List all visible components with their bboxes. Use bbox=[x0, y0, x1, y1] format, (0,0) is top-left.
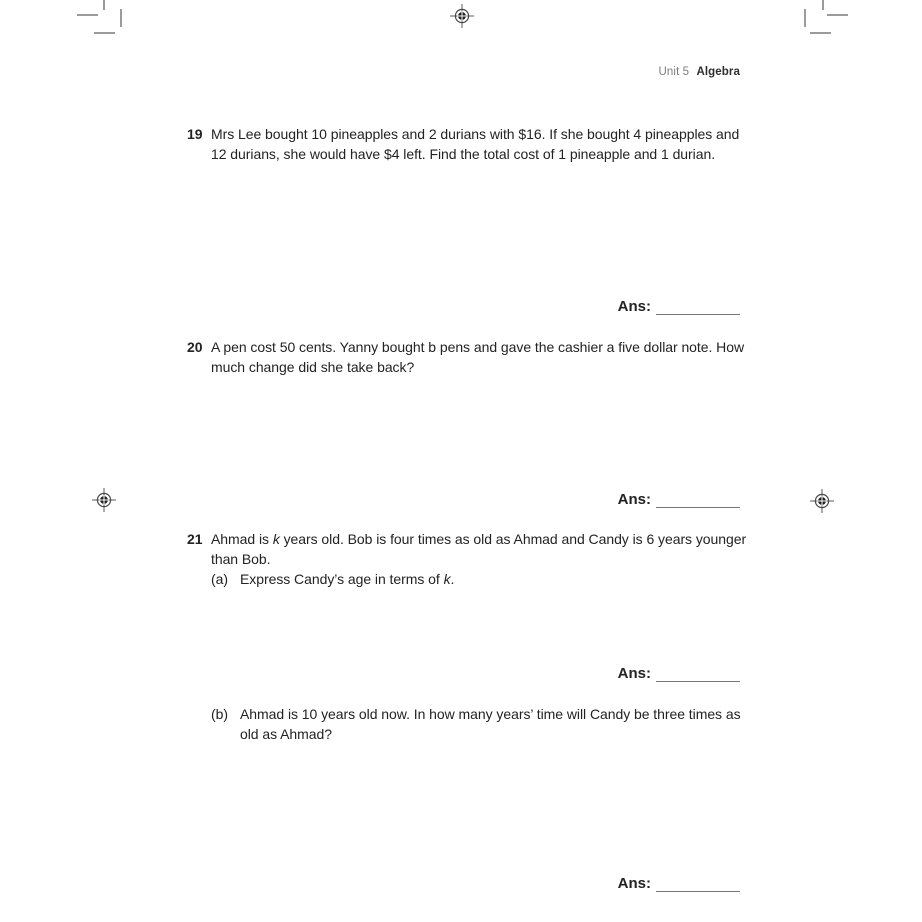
answer-label: Ans: bbox=[617, 875, 651, 892]
answer-label: Ans: bbox=[617, 491, 651, 508]
answer-line-q20 bbox=[618, 491, 740, 508]
answer-label: Ans: bbox=[617, 665, 651, 682]
question-20 bbox=[187, 337, 751, 377]
question-21-intro-post: years old. Bob is four times as old as Ahmad and Candy is 6 years younger than Bob. bbox=[211, 531, 747, 567]
crop-mark bbox=[827, 14, 848, 16]
answer-blank-rule bbox=[656, 299, 740, 315]
part-a-text-post: . bbox=[450, 571, 455, 587]
variable-k: k bbox=[272, 531, 280, 547]
question-21-intro bbox=[211, 529, 751, 569]
question-21-part-b bbox=[211, 704, 745, 744]
crop-mark bbox=[103, 0, 105, 10]
answer-line-q21a bbox=[618, 665, 740, 682]
part-a-text bbox=[240, 569, 751, 589]
crop-mark bbox=[822, 0, 824, 10]
question-20-number: 20 bbox=[187, 339, 203, 355]
page-header bbox=[659, 66, 740, 78]
question-20-text: A pen cost 50 cents. Yanny bought b pens and gave the cashier a five dollar note. How much change did she take back? bbox=[211, 339, 745, 375]
answer-line-q19 bbox=[618, 298, 740, 315]
question-21-number: 21 bbox=[187, 531, 203, 547]
question-21 bbox=[187, 529, 751, 589]
answer-label: Ans: bbox=[617, 298, 651, 315]
question-21-part-a bbox=[211, 569, 751, 589]
registration-target-icon bbox=[450, 4, 474, 28]
part-b-text: Ahmad is 10 years old now. In how many years’ time will Candy be three times as old as Ahmad? bbox=[240, 706, 741, 742]
variable-k: k bbox=[443, 571, 451, 587]
crop-mark bbox=[77, 14, 98, 16]
registration-target-icon bbox=[92, 488, 116, 512]
question-19-number: 19 bbox=[187, 126, 203, 142]
part-a-label: (a) bbox=[211, 571, 228, 587]
crop-mark bbox=[804, 9, 806, 27]
part-a-text-pre: Express Candy’s age in terms of bbox=[240, 571, 444, 587]
question-19 bbox=[187, 124, 751, 164]
part-b-label: (b) bbox=[211, 706, 228, 722]
question-19-text: Mrs Lee bought 10 pineapples and 2 durians with $16. If she bought 4 pineapples and 12 durians, she would have $4 left. Find the total cost of 1 pineapple and 1 durian. bbox=[211, 126, 740, 162]
answer-blank-rule bbox=[656, 666, 740, 682]
crop-mark bbox=[810, 32, 831, 34]
registration-target-icon bbox=[810, 489, 834, 513]
answer-blank-rule bbox=[656, 876, 740, 892]
answer-line-q21b bbox=[618, 875, 740, 892]
answer-blank-rule bbox=[656, 492, 740, 508]
question-21-intro-pre: Ahmad is bbox=[211, 531, 273, 547]
header-unit-label: Unit 5 bbox=[658, 66, 690, 78]
header-subject-label: Algebra bbox=[696, 66, 740, 78]
crop-mark bbox=[94, 32, 115, 34]
crop-mark bbox=[120, 9, 122, 27]
